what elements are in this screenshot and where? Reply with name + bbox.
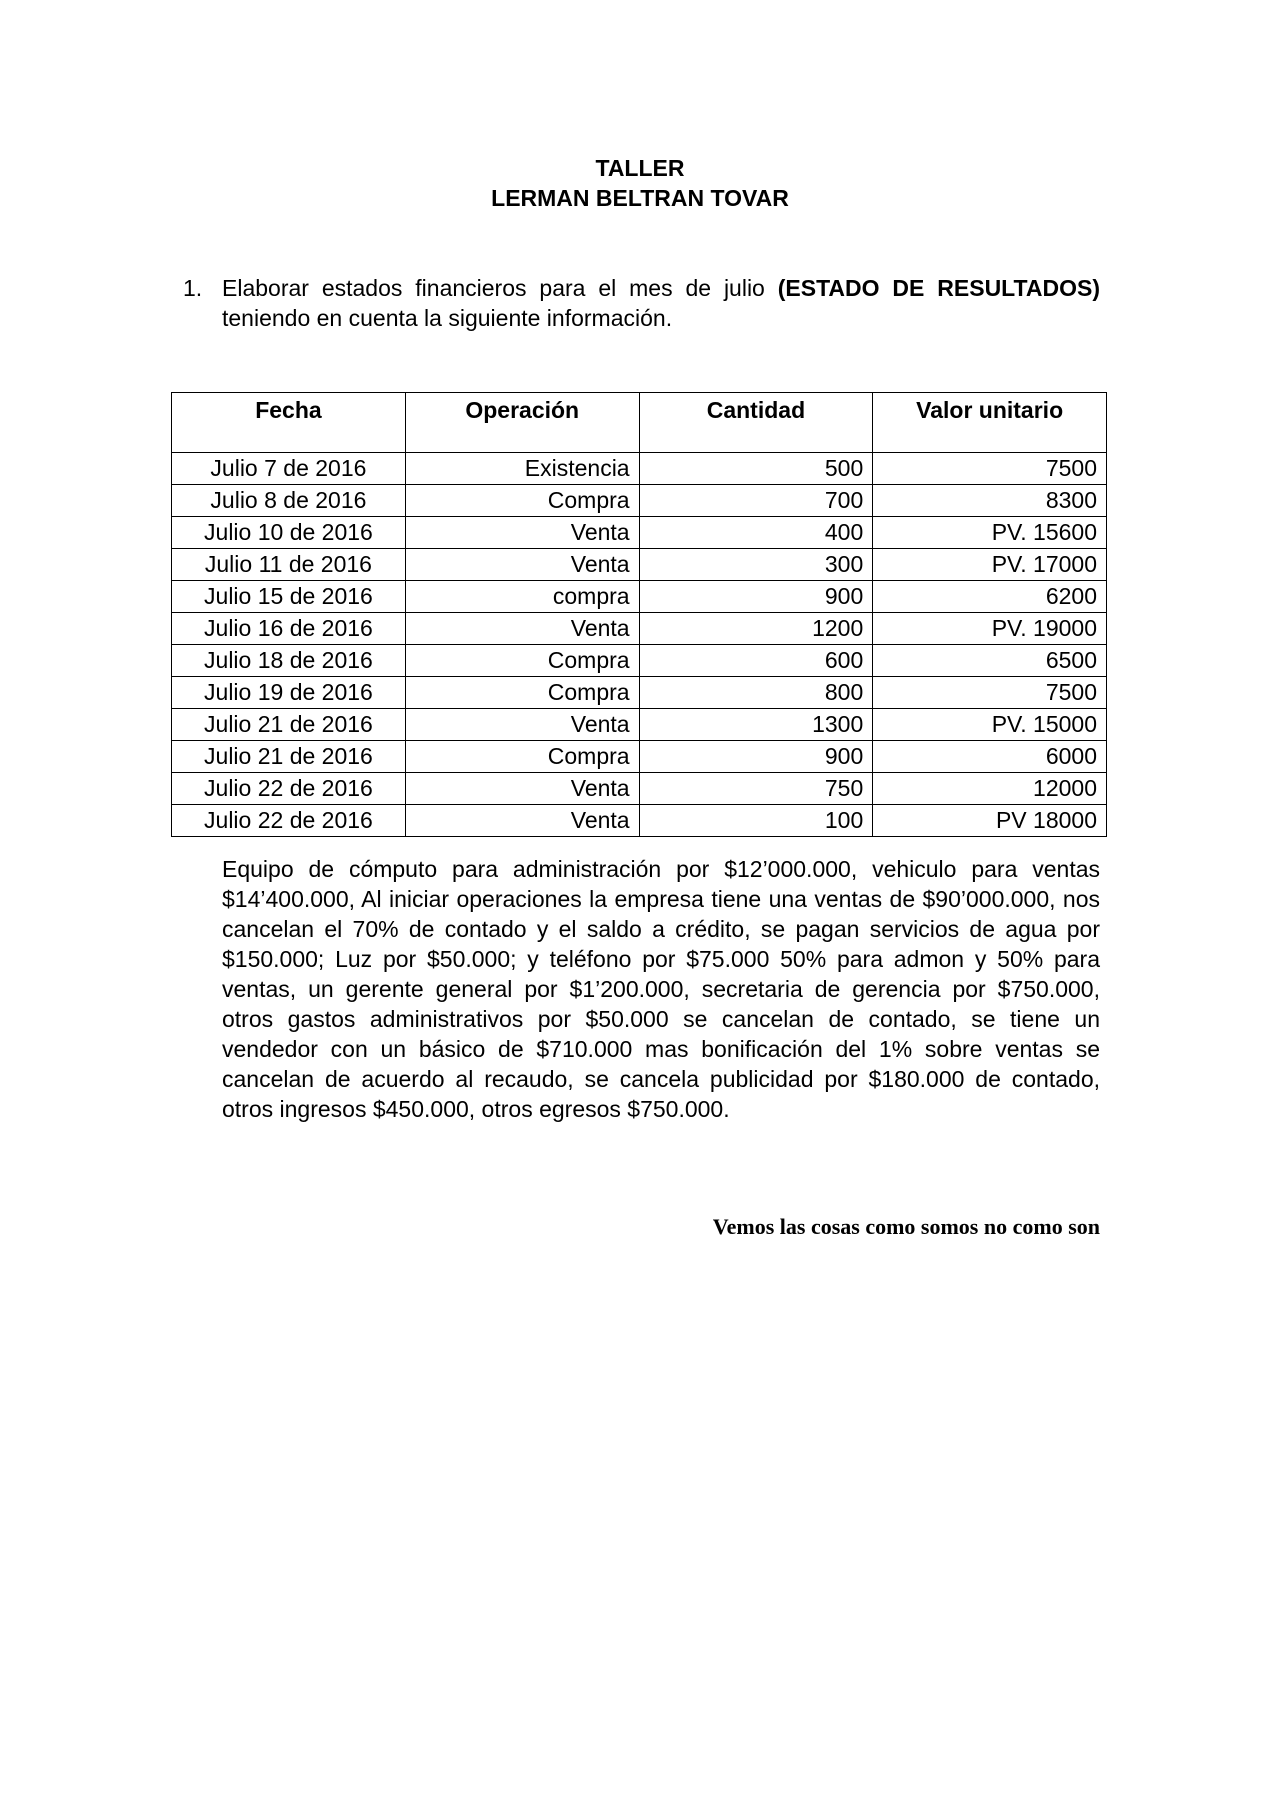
question-number: 1.: [183, 275, 203, 301]
closing-quote: Vemos las cosas como somos no como son: [712, 1214, 1100, 1239]
table-row: [172, 613, 1107, 645]
cell-fecha: Julio 15 de 2016: [172, 581, 406, 613]
cell-valor: 6500: [873, 645, 1107, 677]
table-row: [172, 581, 1107, 613]
operations-table: [171, 392, 1107, 837]
cell-valor: 7500: [873, 453, 1107, 485]
table-row: [172, 709, 1107, 741]
table-row: [172, 517, 1107, 549]
cell-operacion: Compra: [405, 485, 639, 517]
cell-operacion: Compra: [405, 645, 639, 677]
cell-valor: PV. 15600: [873, 517, 1107, 549]
author-name: LERMAN BELTRAN TOVAR: [491, 185, 789, 211]
table-row: [172, 549, 1107, 581]
cell-fecha: Julio 22 de 2016: [172, 805, 406, 837]
cell-operacion: Venta: [405, 709, 639, 741]
question-text: [222, 273, 1100, 333]
cell-operacion: Venta: [405, 549, 639, 581]
question-text-before: Elaborar estados financieros para el mes de julio: [222, 275, 778, 301]
cell-valor: 6000: [873, 741, 1107, 773]
cell-operacion: compra: [405, 581, 639, 613]
cell-cantidad: 900: [639, 581, 873, 613]
cell-operacion: Venta: [405, 805, 639, 837]
cell-valor: PV. 19000: [873, 613, 1107, 645]
table-body: [172, 453, 1107, 837]
cell-fecha: Julio 22 de 2016: [172, 773, 406, 805]
table-row: [172, 645, 1107, 677]
cell-fecha: Julio 8 de 2016: [172, 485, 406, 517]
cell-valor: PV 18000: [873, 805, 1107, 837]
table-header-row: [172, 393, 1107, 453]
cell-operacion: Compra: [405, 677, 639, 709]
cell-valor: PV. 15000: [873, 709, 1107, 741]
cell-fecha: Julio 7 de 2016: [172, 453, 406, 485]
question-text-bold: (ESTADO DE RESULTADOS): [777, 275, 1100, 301]
question-text-after: teniendo en cuenta la siguiente información.: [222, 305, 673, 331]
cell-fecha: Julio 21 de 2016: [172, 709, 406, 741]
cell-cantidad: 400: [639, 517, 873, 549]
cell-fecha: Julio 21 de 2016: [172, 741, 406, 773]
cell-fecha: Julio 19 de 2016: [172, 677, 406, 709]
problem-paragraph: Equipo de cómputo para administración por $12’000.000, vehiculo para ventas $14’400.000, Al iniciar operaciones la empresa tiene una ventas de $90’000.000, nos cancelan el 70% de contado y el saldo a crédito, se pagan servicios de agua por $150.000; Luz por $50.000; y teléfono por $75.000 50% para admon y 50% para ventas, un gerente general por $1’200.000, secretaria de gerencia por $750.000, otros gastos administrativos por $50.000 se cancelan de contado, se tiene un vendedor con un básico de $710.000 mas bonificación del 1% sobre ventas se cancelan de acuerdo al recaudo, se cancela publicidad por $180.000 de contado, otros ingresos $450.000, otros egresos $750.000.: [222, 856, 1100, 1122]
cell-valor: 6200: [873, 581, 1107, 613]
table-row: [172, 677, 1107, 709]
cell-cantidad: 1200: [639, 613, 873, 645]
cell-cantidad: 100: [639, 805, 873, 837]
header-valor-unitario: Valor unitario: [873, 393, 1107, 453]
cell-cantidad: 500: [639, 453, 873, 485]
cell-operacion: Existencia: [405, 453, 639, 485]
cell-fecha: Julio 11 de 2016: [172, 549, 406, 581]
cell-cantidad: 700: [639, 485, 873, 517]
table-row: [172, 485, 1107, 517]
cell-fecha: Julio 18 de 2016: [172, 645, 406, 677]
cell-valor: 8300: [873, 485, 1107, 517]
cell-operacion: Venta: [405, 773, 639, 805]
table-row: [172, 773, 1107, 805]
cell-operacion: Venta: [405, 517, 639, 549]
cell-fecha: Julio 10 de 2016: [172, 517, 406, 549]
cell-operacion: Compra: [405, 741, 639, 773]
cell-cantidad: 900: [639, 741, 873, 773]
cell-valor: 12000: [873, 773, 1107, 805]
cell-cantidad: 750: [639, 773, 873, 805]
cell-valor: 7500: [873, 677, 1107, 709]
document-title: TALLER: [595, 155, 685, 181]
header-cantidad: Cantidad: [639, 393, 873, 453]
table-row: [172, 805, 1107, 837]
cell-cantidad: 1300: [639, 709, 873, 741]
cell-operacion: Venta: [405, 613, 639, 645]
cell-cantidad: 300: [639, 549, 873, 581]
cell-cantidad: 800: [639, 677, 873, 709]
table-row: [172, 453, 1107, 485]
header-fecha: Fecha: [172, 393, 406, 453]
cell-valor: PV. 17000: [873, 549, 1107, 581]
cell-fecha: Julio 16 de 2016: [172, 613, 406, 645]
header-operacion: Operación: [405, 393, 639, 453]
table-row: [172, 741, 1107, 773]
cell-cantidad: 600: [639, 645, 873, 677]
